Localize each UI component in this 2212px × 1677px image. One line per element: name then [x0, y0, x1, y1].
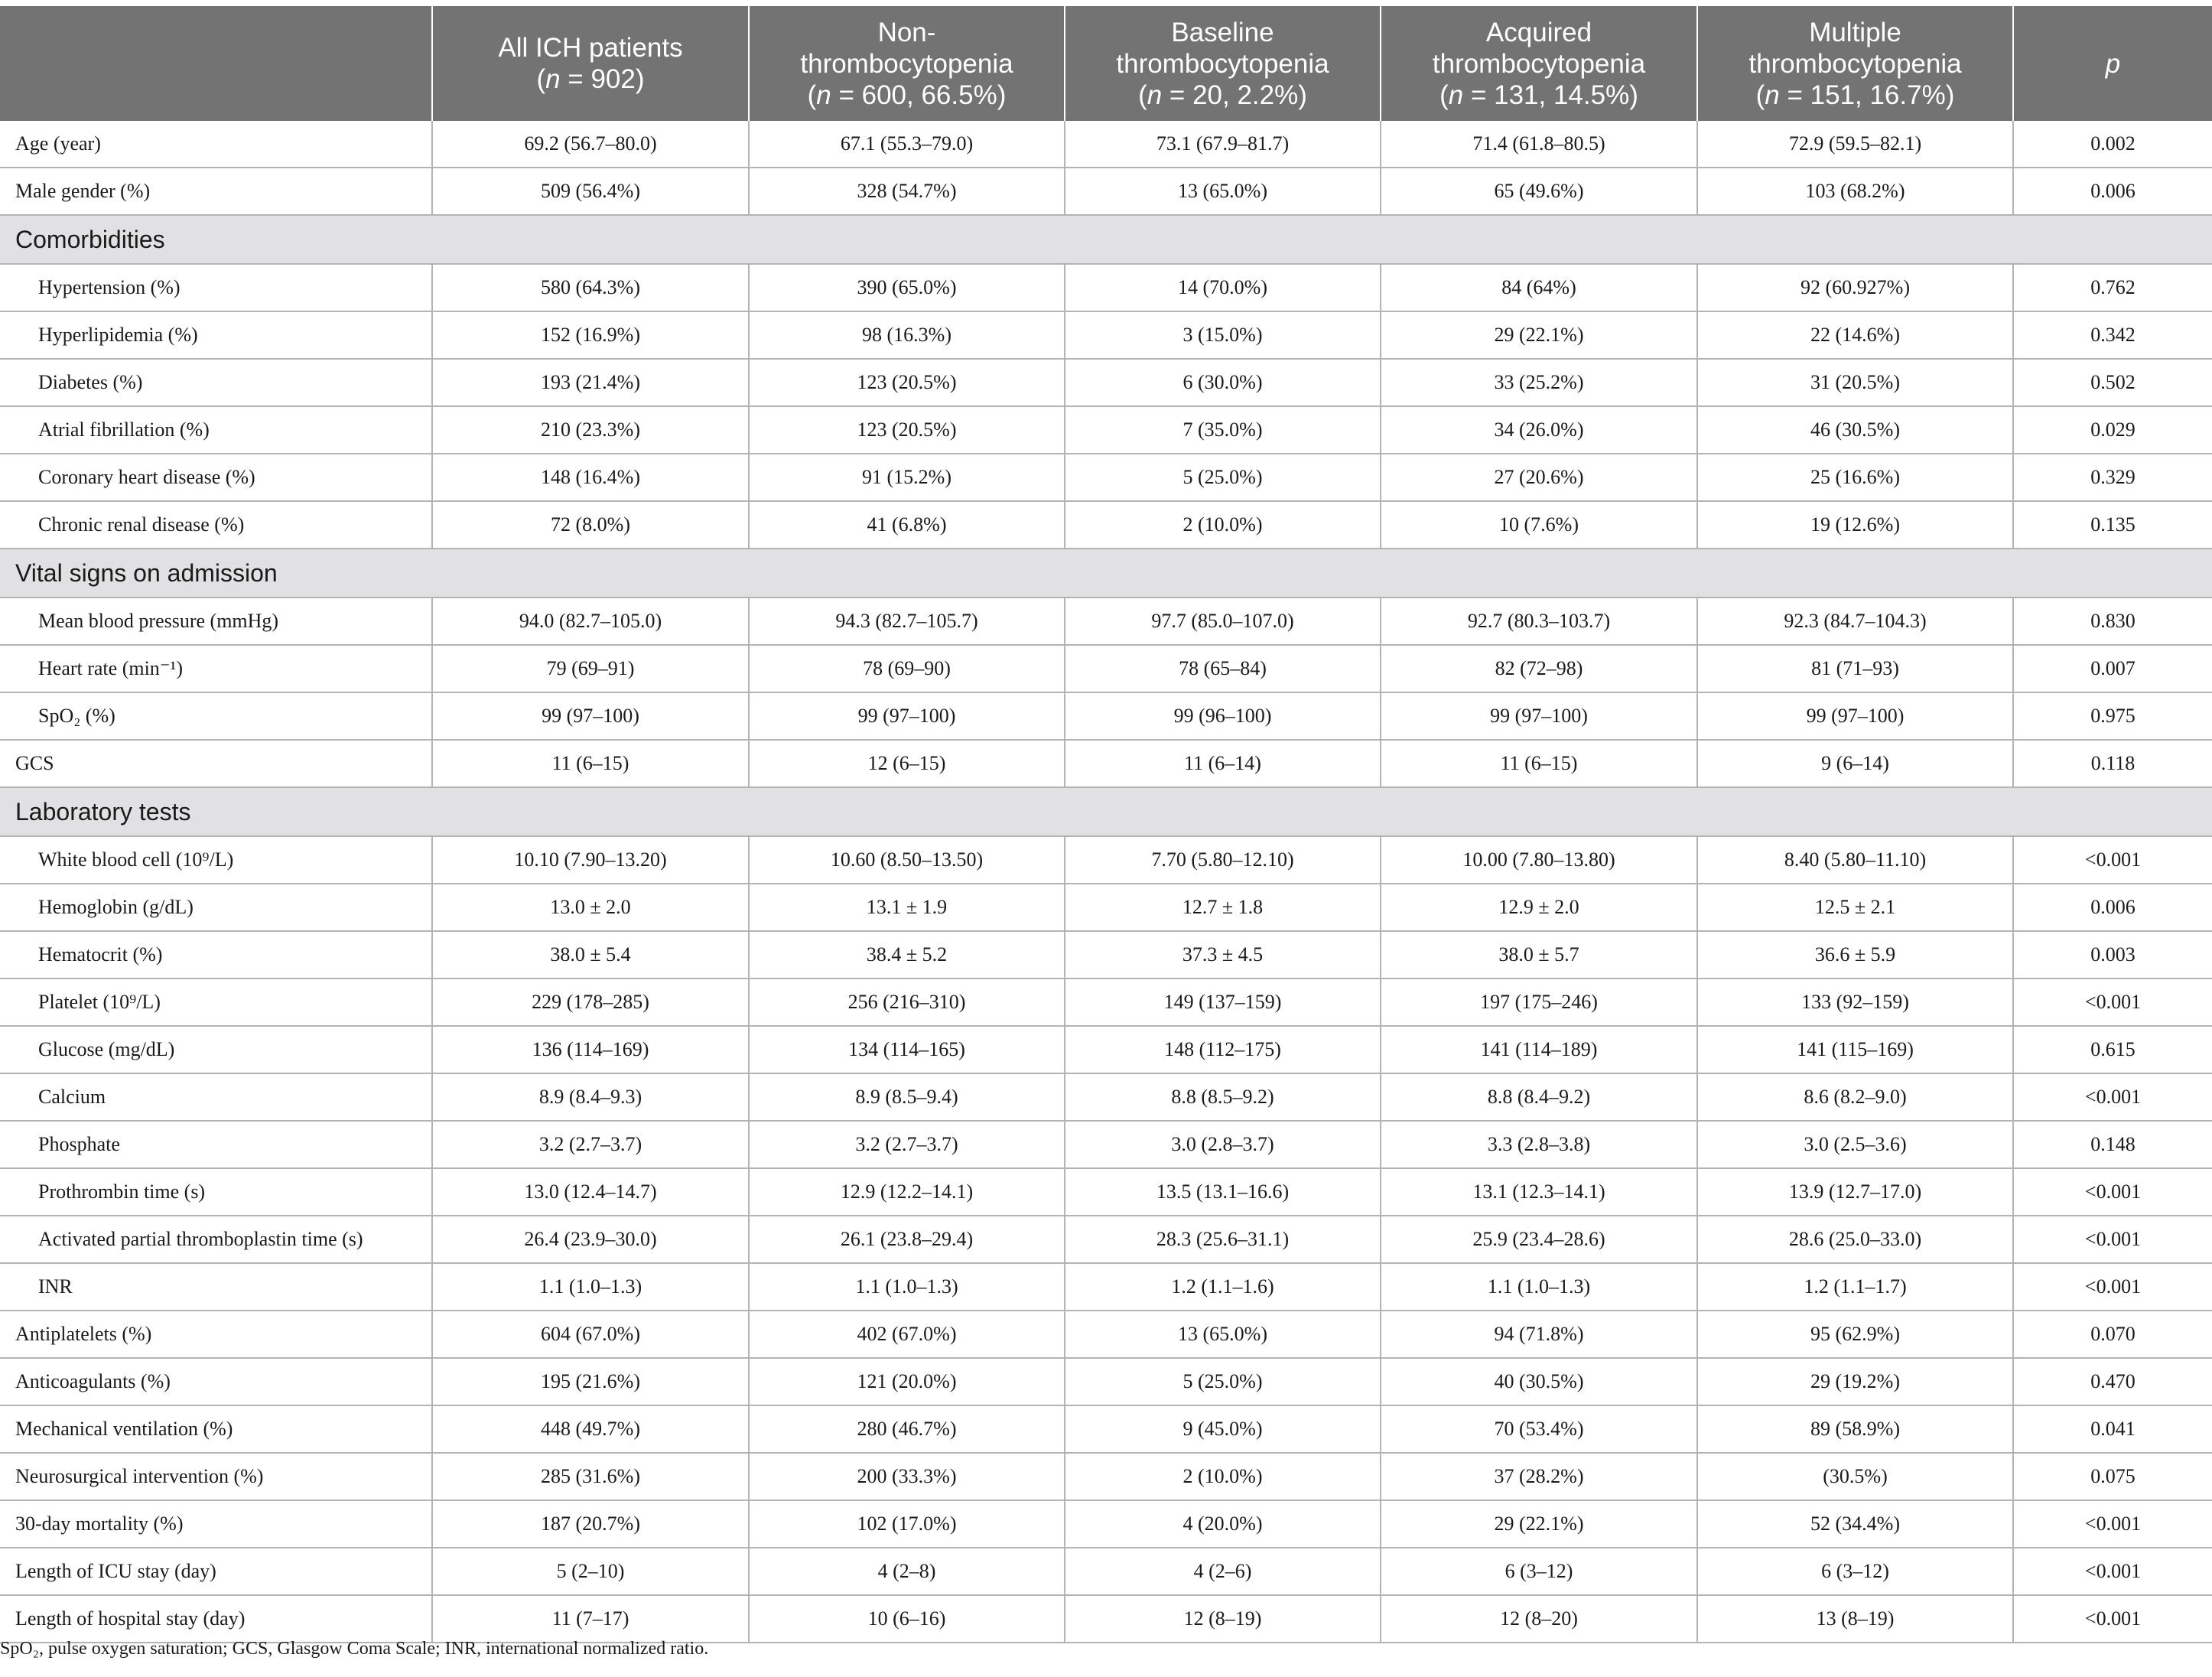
value-cell: 33 (25.2%)	[1381, 359, 1697, 406]
value-cell: 103 (68.2%)	[1697, 168, 2013, 215]
value-cell: 46 (30.5%)	[1697, 406, 2013, 454]
table-row	[0, 1405, 2212, 1453]
value-cell: 8.8 (8.4–9.2)	[1381, 1073, 1697, 1121]
table-row	[0, 121, 2212, 168]
value-cell: 82 (72–98)	[1381, 645, 1697, 692]
value-cell: 1.2 (1.1–1.6)	[1065, 1263, 1381, 1311]
value-cell: 79 (69–91)	[432, 645, 749, 692]
value-cell: 13.9 (12.7–17.0)	[1697, 1168, 2013, 1216]
value-cell: 210 (23.3%)	[432, 406, 749, 454]
value-cell: 256 (216–310)	[749, 979, 1065, 1026]
value-cell: 13.0 ± 2.0	[432, 884, 749, 931]
value-cell: 11 (6–15)	[432, 740, 749, 787]
value-cell: 11 (6–15)	[1381, 740, 1697, 787]
value-cell: 402 (67.0%)	[749, 1311, 1065, 1358]
value-cell: 285 (31.6%)	[432, 1453, 749, 1500]
value-cell: (30.5%)	[1697, 1453, 2013, 1500]
table-container	[0, 6, 2212, 1643]
value-cell: 328 (54.7%)	[749, 168, 1065, 215]
value-cell: 29 (22.1%)	[1381, 1500, 1697, 1548]
value-cell: 8.40 (5.80–11.10)	[1697, 836, 2013, 884]
row-label: Neurosurgical intervention (%)	[0, 1453, 432, 1500]
header-variable	[0, 6, 432, 121]
value-cell: 40 (30.5%)	[1381, 1358, 1697, 1405]
value-cell: 13 (8–19)	[1697, 1595, 2013, 1643]
value-cell: 12.7 ± 1.8	[1065, 884, 1381, 931]
row-label: Activated partial thromboplastin time (s)	[0, 1216, 432, 1263]
row-label: Glucose (mg/dL)	[0, 1026, 432, 1073]
value-cell: 193 (21.4%)	[432, 359, 749, 406]
value-cell: 9 (45.0%)	[1065, 1405, 1381, 1453]
value-cell: 3.0 (2.8–3.7)	[1065, 1121, 1381, 1168]
value-cell: 92.3 (84.7–104.3)	[1697, 598, 2013, 645]
value-cell: 99 (97–100)	[749, 692, 1065, 740]
value-cell: 8.9 (8.4–9.3)	[432, 1073, 749, 1121]
table-header	[0, 6, 2212, 121]
row-label: SpO₂ (%)	[0, 692, 432, 740]
value-cell: 148 (16.4%)	[432, 454, 749, 501]
value-cell: 25 (16.6%)	[1697, 454, 2013, 501]
row-label: Prothrombin time (s)	[0, 1168, 432, 1216]
value-cell: 67.1 (55.3–79.0)	[749, 121, 1065, 168]
value-cell: 123 (20.5%)	[749, 359, 1065, 406]
table-row	[0, 1358, 2212, 1405]
section-header-row	[0, 549, 2212, 598]
p-value-cell: 0.148	[2013, 1121, 2212, 1168]
row-label: Coronary heart disease (%)	[0, 454, 432, 501]
value-cell: 78 (65–84)	[1065, 645, 1381, 692]
table-row	[0, 1311, 2212, 1358]
p-value-cell: 0.041	[2013, 1405, 2212, 1453]
value-cell: 9 (6–14)	[1697, 740, 2013, 787]
value-cell: 38.0 ± 5.7	[1381, 931, 1697, 979]
value-cell: 136 (114–169)	[432, 1026, 749, 1073]
row-label: Length of ICU stay (day)	[0, 1548, 432, 1595]
row-label: Chronic renal disease (%)	[0, 501, 432, 549]
row-label: 30-day mortality (%)	[0, 1500, 432, 1548]
table-row	[0, 836, 2212, 884]
value-cell: 10.60 (8.50–13.50)	[749, 836, 1065, 884]
value-cell: 197 (175–246)	[1381, 979, 1697, 1026]
value-cell: 26.1 (23.8–29.4)	[749, 1216, 1065, 1263]
value-cell: 13.0 (12.4–14.7)	[432, 1168, 749, 1216]
table-row	[0, 501, 2212, 549]
value-cell: 4 (20.0%)	[1065, 1500, 1381, 1548]
value-cell: 604 (67.0%)	[432, 1311, 749, 1358]
value-cell: 29 (22.1%)	[1381, 311, 1697, 359]
row-label: Anticoagulants (%)	[0, 1358, 432, 1405]
value-cell: 12 (6–15)	[749, 740, 1065, 787]
table-row	[0, 1073, 2212, 1121]
value-cell: 28.3 (25.6–31.1)	[1065, 1216, 1381, 1263]
p-value-cell: 0.975	[2013, 692, 2212, 740]
value-cell: 19 (12.6%)	[1697, 501, 2013, 549]
value-cell: 4 (2–8)	[749, 1548, 1065, 1595]
table-row	[0, 979, 2212, 1026]
value-cell: 92 (60.927%)	[1697, 264, 2013, 311]
table-row	[0, 645, 2212, 692]
row-label: Heart rate (min⁻¹)	[0, 645, 432, 692]
value-cell: 97.7 (85.0–107.0)	[1065, 598, 1381, 645]
p-value-cell: 0.007	[2013, 645, 2212, 692]
row-label: Hypertension (%)	[0, 264, 432, 311]
value-cell: 13 (65.0%)	[1065, 1311, 1381, 1358]
table-row	[0, 692, 2212, 740]
value-cell: 8.8 (8.5–9.2)	[1065, 1073, 1381, 1121]
data-table	[0, 6, 2212, 1643]
p-value-cell: 0.135	[2013, 501, 2212, 549]
value-cell: 5 (25.0%)	[1065, 1358, 1381, 1405]
table-row	[0, 359, 2212, 406]
value-cell: 13.1 ± 1.9	[749, 884, 1065, 931]
p-value-cell: 0.470	[2013, 1358, 2212, 1405]
value-cell: 1.1 (1.0–1.3)	[432, 1263, 749, 1311]
table-row	[0, 264, 2212, 311]
value-cell: 92.7 (80.3–103.7)	[1381, 598, 1697, 645]
value-cell: 69.2 (56.7–80.0)	[432, 121, 749, 168]
value-cell: 99 (97–100)	[432, 692, 749, 740]
table-footnote: SpO₂, pulse oxygen saturation; GCS, Glasgow Coma Scale; INR, international normalized ratio.	[0, 1639, 709, 1659]
value-cell: 12 (8–19)	[1065, 1595, 1381, 1643]
p-value-cell: <0.001	[2013, 979, 2212, 1026]
value-cell: 8.6 (8.2–9.0)	[1697, 1073, 2013, 1121]
row-label: Antiplatelets (%)	[0, 1311, 432, 1358]
table-row	[0, 740, 2212, 787]
row-label: Hyperlipidemia (%)	[0, 311, 432, 359]
value-cell: 38.4 ± 5.2	[749, 931, 1065, 979]
value-cell: 72 (8.0%)	[432, 501, 749, 549]
p-value-cell: 0.342	[2013, 311, 2212, 359]
value-cell: 94.3 (82.7–105.7)	[749, 598, 1065, 645]
row-label: Calcium	[0, 1073, 432, 1121]
value-cell: 12 (8–20)	[1381, 1595, 1697, 1643]
row-label: Hematocrit (%)	[0, 931, 432, 979]
value-cell: 28.6 (25.0–33.0)	[1697, 1216, 2013, 1263]
value-cell: 73.1 (67.9–81.7)	[1065, 121, 1381, 168]
value-cell: 99 (97–100)	[1381, 692, 1697, 740]
value-cell: 10.00 (7.80–13.80)	[1381, 836, 1697, 884]
p-value-cell: <0.001	[2013, 1216, 2212, 1263]
value-cell: 95 (62.9%)	[1697, 1311, 2013, 1358]
p-value-cell: <0.001	[2013, 1263, 2212, 1311]
value-cell: 91 (15.2%)	[749, 454, 1065, 501]
header-multiple-thrombocytopenia: Multiple thrombocytopenia (n = 151, 16.7%)	[1697, 6, 2013, 121]
value-cell: 229 (178–285)	[432, 979, 749, 1026]
p-value-cell: 0.002	[2013, 121, 2212, 168]
value-cell: 99 (96–100)	[1065, 692, 1381, 740]
value-cell: 4 (2–6)	[1065, 1548, 1381, 1595]
value-cell: 25.9 (23.4–28.6)	[1381, 1216, 1697, 1263]
value-cell: 134 (114–165)	[749, 1026, 1065, 1073]
p-value-cell: 0.329	[2013, 454, 2212, 501]
value-cell: 81 (71–93)	[1697, 645, 2013, 692]
value-cell: 1.1 (1.0–1.3)	[1381, 1263, 1697, 1311]
p-value-cell: 0.006	[2013, 168, 2212, 215]
p-value-cell: 0.762	[2013, 264, 2212, 311]
p-value-cell: 0.070	[2013, 1311, 2212, 1358]
value-cell: 78 (69–90)	[749, 645, 1065, 692]
header-acquired-thrombocytopenia: Acquired thrombocytopenia (n = 131, 14.5%)	[1381, 6, 1697, 121]
value-cell: 5 (25.0%)	[1065, 454, 1381, 501]
value-cell: 84 (64%)	[1381, 264, 1697, 311]
p-value-cell: <0.001	[2013, 1073, 2212, 1121]
value-cell: 3.2 (2.7–3.7)	[432, 1121, 749, 1168]
value-cell: 52 (34.4%)	[1697, 1500, 2013, 1548]
value-cell: 123 (20.5%)	[749, 406, 1065, 454]
value-cell: 31 (20.5%)	[1697, 359, 2013, 406]
value-cell: 10 (7.6%)	[1381, 501, 1697, 549]
value-cell: 13.1 (12.3–14.1)	[1381, 1168, 1697, 1216]
value-cell: 29 (19.2%)	[1697, 1358, 2013, 1405]
header-row	[0, 6, 2212, 121]
value-cell: 580 (64.3%)	[432, 264, 749, 311]
value-cell: 37.3 ± 4.5	[1065, 931, 1381, 979]
p-value-cell: 0.029	[2013, 406, 2212, 454]
value-cell: 14 (70.0%)	[1065, 264, 1381, 311]
table-row	[0, 406, 2212, 454]
p-value-cell: 0.118	[2013, 740, 2212, 787]
p-value-cell: 0.003	[2013, 931, 2212, 979]
value-cell: 7 (35.0%)	[1065, 406, 1381, 454]
value-cell: 102 (17.0%)	[749, 1500, 1065, 1548]
table-row	[0, 1121, 2212, 1168]
value-cell: 448 (49.7%)	[432, 1405, 749, 1453]
row-label: Mechanical ventilation (%)	[0, 1405, 432, 1453]
p-value-cell: 0.006	[2013, 884, 2212, 931]
value-cell: 200 (33.3%)	[749, 1453, 1065, 1500]
value-cell: 152 (16.9%)	[432, 311, 749, 359]
header-p-value: p	[2013, 6, 2212, 121]
table-row	[0, 1216, 2212, 1263]
value-cell: 2 (10.0%)	[1065, 501, 1381, 549]
section-label: Vital signs on admission	[0, 549, 2212, 598]
header-non-thrombocytopenia: Non- thrombocytopenia (n = 600, 66.5%)	[749, 6, 1065, 121]
value-cell: 10 (6–16)	[749, 1595, 1065, 1643]
table-row	[0, 1453, 2212, 1500]
value-cell: 6 (30.0%)	[1065, 359, 1381, 406]
row-label: Platelet (10⁹/L)	[0, 979, 432, 1026]
value-cell: 71.4 (61.8–80.5)	[1381, 121, 1697, 168]
table-row	[0, 884, 2212, 931]
table-row	[0, 1595, 2212, 1643]
value-cell: 509 (56.4%)	[432, 168, 749, 215]
value-cell: 10.10 (7.90–13.20)	[432, 836, 749, 884]
table-row	[0, 598, 2212, 645]
value-cell: 148 (112–175)	[1065, 1026, 1381, 1073]
value-cell: 27 (20.6%)	[1381, 454, 1697, 501]
p-value-cell: 0.830	[2013, 598, 2212, 645]
table-row	[0, 454, 2212, 501]
value-cell: 89 (58.9%)	[1697, 1405, 2013, 1453]
value-cell: 6 (3–12)	[1697, 1548, 2013, 1595]
value-cell: 8.9 (8.5–9.4)	[749, 1073, 1065, 1121]
value-cell: 3.0 (2.5–3.6)	[1697, 1121, 2013, 1168]
row-label: Age (year)	[0, 121, 432, 168]
row-label: Phosphate	[0, 1121, 432, 1168]
value-cell: 1.1 (1.0–1.3)	[749, 1263, 1065, 1311]
value-cell: 5 (2–10)	[432, 1548, 749, 1595]
section-label: Comorbidities	[0, 215, 2212, 264]
row-label: Male gender (%)	[0, 168, 432, 215]
table-row	[0, 1263, 2212, 1311]
value-cell: 94.0 (82.7–105.0)	[432, 598, 749, 645]
table-body	[0, 121, 2212, 1643]
value-cell: 12.5 ± 2.1	[1697, 884, 2013, 931]
p-value-cell: <0.001	[2013, 1168, 2212, 1216]
p-value-cell: <0.001	[2013, 836, 2212, 884]
p-value-cell: <0.001	[2013, 1548, 2212, 1595]
table-row	[0, 1548, 2212, 1595]
row-label: Atrial fibrillation (%)	[0, 406, 432, 454]
p-value-cell: <0.001	[2013, 1500, 2212, 1548]
row-label: INR	[0, 1263, 432, 1311]
value-cell: 72.9 (59.5–82.1)	[1697, 121, 2013, 168]
value-cell: 141 (114–189)	[1381, 1026, 1697, 1073]
value-cell: 3.3 (2.8–3.8)	[1381, 1121, 1697, 1168]
value-cell: 7.70 (5.80–12.10)	[1065, 836, 1381, 884]
p-value-cell: 0.075	[2013, 1453, 2212, 1500]
table-row	[0, 931, 2212, 979]
value-cell: 6 (3–12)	[1381, 1548, 1697, 1595]
value-cell: 195 (21.6%)	[432, 1358, 749, 1405]
value-cell: 13 (65.0%)	[1065, 168, 1381, 215]
value-cell: 41 (6.8%)	[749, 501, 1065, 549]
p-value-cell: <0.001	[2013, 1595, 2212, 1643]
value-cell: 3.2 (2.7–3.7)	[749, 1121, 1065, 1168]
header-all-ich-patients: All ICH patients (n = 902)	[432, 6, 749, 121]
value-cell: 34 (26.0%)	[1381, 406, 1697, 454]
table-row	[0, 1500, 2212, 1548]
row-label: GCS	[0, 740, 432, 787]
value-cell: 65 (49.6%)	[1381, 168, 1697, 215]
p-value-cell: 0.615	[2013, 1026, 2212, 1073]
row-label: White blood cell (10⁹/L)	[0, 836, 432, 884]
row-label: Diabetes (%)	[0, 359, 432, 406]
table-row	[0, 1026, 2212, 1073]
value-cell: 12.9 (12.2–14.1)	[749, 1168, 1065, 1216]
value-cell: 70 (53.4%)	[1381, 1405, 1697, 1453]
value-cell: 13.5 (13.1–16.6)	[1065, 1168, 1381, 1216]
value-cell: 3 (15.0%)	[1065, 311, 1381, 359]
row-label: Length of hospital stay (day)	[0, 1595, 432, 1643]
value-cell: 11 (7–17)	[432, 1595, 749, 1643]
value-cell: 149 (137–159)	[1065, 979, 1381, 1026]
value-cell: 38.0 ± 5.4	[432, 931, 749, 979]
p-value-cell: 0.502	[2013, 359, 2212, 406]
value-cell: 187 (20.7%)	[432, 1500, 749, 1548]
value-cell: 99 (97–100)	[1697, 692, 2013, 740]
value-cell: 36.6 ± 5.9	[1697, 931, 2013, 979]
value-cell: 1.2 (1.1–1.7)	[1697, 1263, 2013, 1311]
table-row	[0, 311, 2212, 359]
value-cell: 121 (20.0%)	[749, 1358, 1065, 1405]
value-cell: 11 (6–14)	[1065, 740, 1381, 787]
section-header-row	[0, 787, 2212, 836]
value-cell: 280 (46.7%)	[749, 1405, 1065, 1453]
value-cell: 26.4 (23.9–30.0)	[432, 1216, 749, 1263]
value-cell: 98 (16.3%)	[749, 311, 1065, 359]
value-cell: 133 (92–159)	[1697, 979, 2013, 1026]
header-baseline-thrombocytopenia: Baseline thrombocytopenia (n = 20, 2.2%)	[1065, 6, 1381, 121]
value-cell: 22 (14.6%)	[1697, 311, 2013, 359]
row-label: Hemoglobin (g/dL)	[0, 884, 432, 931]
table-row	[0, 1168, 2212, 1216]
value-cell: 37 (28.2%)	[1381, 1453, 1697, 1500]
value-cell: 141 (115–169)	[1697, 1026, 2013, 1073]
table-row	[0, 168, 2212, 215]
value-cell: 94 (71.8%)	[1381, 1311, 1697, 1358]
row-label: Mean blood pressure (mmHg)	[0, 598, 432, 645]
section-label: Laboratory tests	[0, 787, 2212, 836]
value-cell: 2 (10.0%)	[1065, 1453, 1381, 1500]
value-cell: 390 (65.0%)	[749, 264, 1065, 311]
section-header-row	[0, 215, 2212, 264]
value-cell: 12.9 ± 2.0	[1381, 884, 1697, 931]
